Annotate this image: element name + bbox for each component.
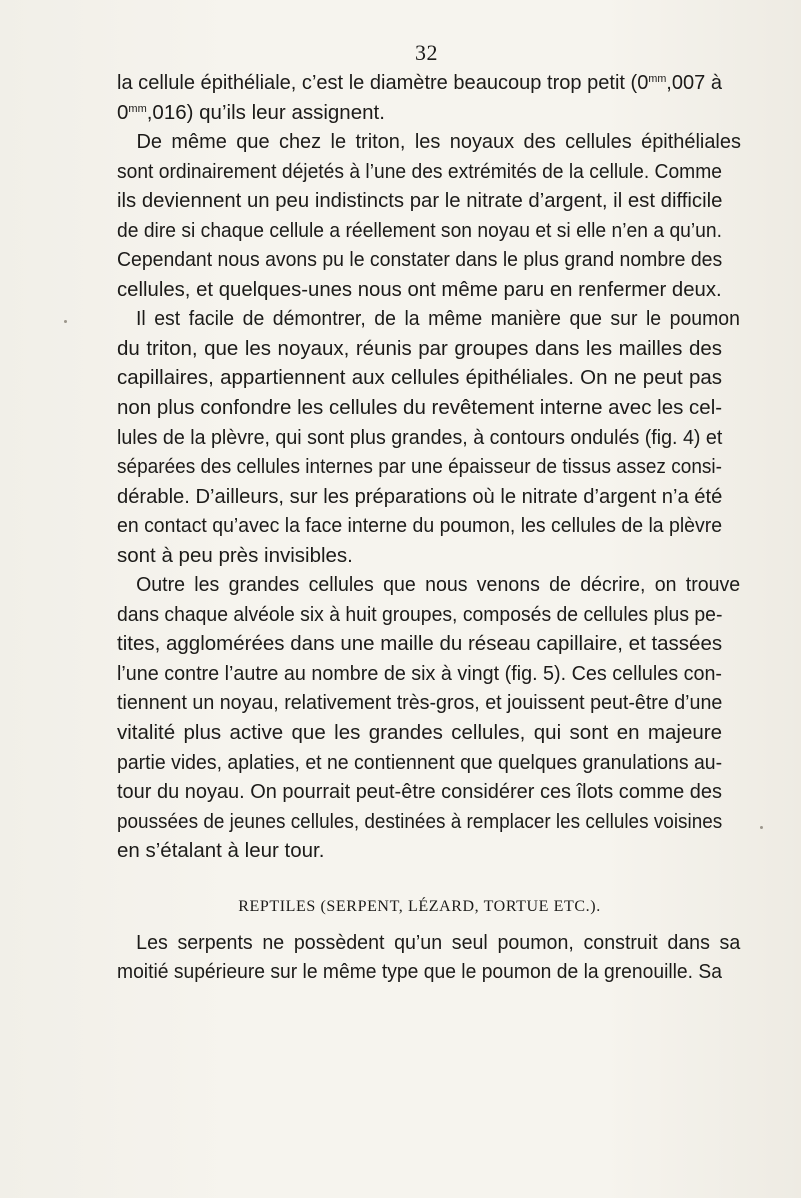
text-line: Les serpents ne possèdent qu’un seul poumon, construit dans sa (136, 930, 741, 954)
text-line: ils deviennent un peu indistincts par le nitrate d’argent, il est difficile (117, 189, 723, 213)
text-line: tites, agglomérées dans une maille du réseau capillaire, et tassées (117, 632, 723, 656)
text-line: en contact qu’avec la face interne du poumon, les cellules de la plèvre (117, 514, 723, 538)
text-line: sont à peu près invisibles. (117, 543, 353, 567)
unit-superscript: mm (648, 73, 667, 85)
text-line: vitalité plus active que les grandes cellules, qui sont en majeure (117, 721, 722, 745)
margin-speck (64, 320, 67, 323)
text-line: de dire si chaque cellule a réellement son noyau et si elle n’en a qu’un. (117, 218, 722, 242)
paragraph-1 (117, 68, 722, 127)
text-line: cellules, et quelques-unes nous ont même paru en renfermer deux. (117, 277, 722, 301)
text-line: lules de la plèvre, qui sont plus grandes, à contours ondulés (fig. 4) et (117, 425, 723, 449)
text-line-p1-2: $0^{mm},016$) qu’ils leur assignent. (117, 100, 385, 124)
page-number: 32 (415, 40, 438, 65)
text-line: moitié supérieure sur le même type que le poumon de la grenouille. Sa (117, 960, 722, 984)
text-line: Outre les grandes cellules que nous venons de décrire, on trouve (136, 573, 741, 597)
text-line: en s’étalant à leur tour. (117, 839, 325, 863)
text-line: Il est facile de démontrer, de la même manière que sur le poumon (135, 307, 740, 331)
paragraph-3 (117, 304, 740, 570)
section-heading: REPTILES (SERPENT, LÉZARD, TORTUE ETC.). (238, 897, 601, 915)
text-line: partie vides, aplaties, et ne contiennent que quelques granulations au- (117, 750, 723, 774)
body-text (117, 68, 741, 987)
text-line: De même que chez le triton, les noyaux des cellules épithéliales (136, 130, 741, 154)
paragraph-2 (117, 127, 741, 304)
text-line: séparées des cellules internes par une épaisseur de tissus assez consi- (117, 455, 722, 479)
text-line: tiennent un noyau, relativement très-gros, et jouissent peut-être d’une (117, 691, 723, 715)
text-line: dérable. D’ailleurs, sur les préparations où le nitrate d’argent n’a été (117, 484, 723, 508)
text-line: l’une contre l’autre au nombre de six à vingt (fig. 5). Ces cellules con- (117, 661, 723, 685)
text-line-p1-1: la cellule épithéliale, c’est le diamètre beaucoup trop petit ($0^{mm},007$ à (117, 71, 723, 94)
text-line: poussées de jeunes cellules, destinées à remplacer les cellules voisines (117, 809, 723, 833)
margin-speck (760, 826, 763, 829)
paragraph-5 (117, 928, 741, 987)
unit-superscript: mm (128, 102, 147, 115)
paragraph-4 (117, 570, 741, 865)
text-line: tour du noyau. On pourrait peut-être considérer ces îlots comme des (117, 780, 722, 804)
text-line: dans chaque alvéole six à huit groupes, composés de cellules plus pe- (117, 602, 723, 626)
text-line: du triton, que les noyaux, réunis par groupes dans les mailles des (117, 336, 722, 360)
text-line: capillaires, appartiennent aux cellules épithéliales. On ne peut pas (117, 366, 722, 390)
text-line: non plus confondre les cellules du revêtement interne avec les cel- (117, 396, 723, 420)
text-line: sont ordinairement déjetés à l’une des extrémités de la cellule. Comme (117, 159, 722, 183)
text-line: Cependant nous avons pu le constater dans le plus grand nombre des (117, 248, 723, 272)
